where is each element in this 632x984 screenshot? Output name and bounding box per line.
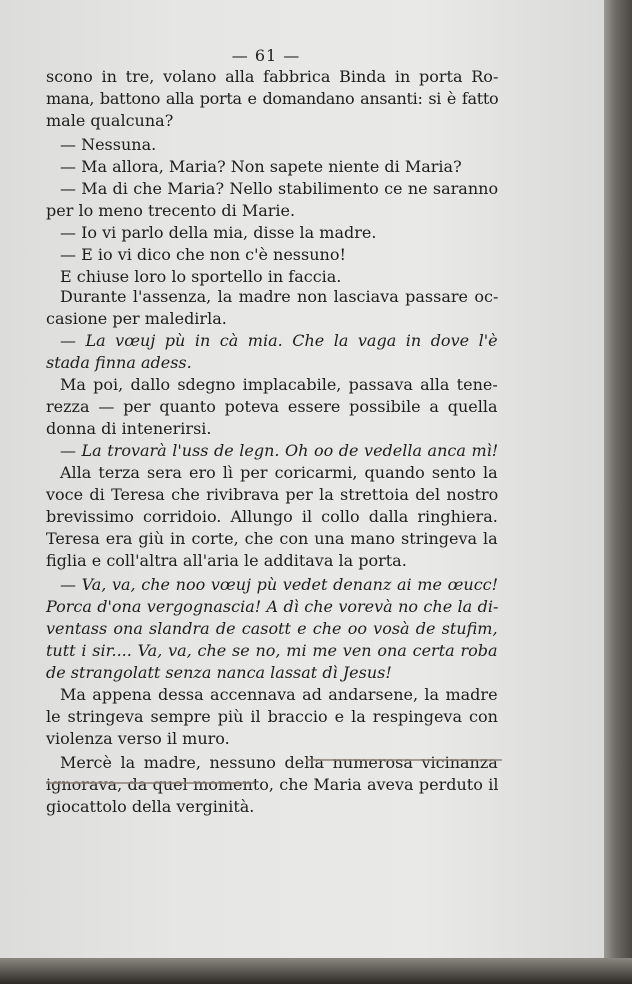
text-line: Teresa era giù in corte, che con una mano stringeva la — [46, 529, 498, 548]
page-edge — [604, 0, 632, 984]
text-line: ventass ona slandra de casott e che oo vosà de stufim, — [46, 619, 498, 638]
page-number: — 61 — — [231, 46, 301, 65]
text-line: per lo meno trecento di Marie. — [46, 201, 296, 220]
text-line: casione per maledirla. — [46, 309, 227, 328]
text-line: — Ma di che Maria? Nello stabilimento ce ne saranno — [60, 179, 499, 198]
text-line: figlia e coll'altra all'aria le additava la porta. — [46, 551, 407, 570]
text-line: brevissimo corridoio. Allungo il collo dalla ringhiera. — [46, 507, 498, 526]
text-line: de strangolatt senza nanca lassat dì Jesus! — [46, 663, 392, 682]
text-line: mana, battono alla porta e domandano ansanti: si è fatto — [46, 89, 499, 108]
text-line: male qualcuna? — [46, 111, 174, 130]
text-line: Durante l'assenza, la madre non lasciava passare oc- — [60, 287, 499, 306]
text-line: Alla terza sera ero lì per coricarmi, quando sento la — [60, 463, 498, 482]
text-line: le stringeva sempre più il braccio e la respingeva con — [46, 707, 498, 726]
text-line: rezza — per quanto poteva essere possibile a quella — [46, 397, 498, 416]
text-line: Porca d'ona vergognascia! A dì che vorevà no che la di- — [46, 597, 499, 616]
text-line: tutt i sir.... Va, va, che se no, mi me ven ona certa roba — [46, 641, 498, 660]
text-line: giocattolo della verginità. — [46, 797, 255, 816]
text-line: — Ma allora, Maria? Non sapete niente di Maria? — [60, 157, 462, 176]
text-line: — La vœuj pù in cà mia. Che la vaga in dove l'è — [60, 331, 498, 350]
text-line: — La trovarà l'uss de legn. Oh oo de vedella anca mì! — [60, 441, 499, 460]
text-line: — Va, va, che noo vœuj pù vedet denanz ai me œucc! — [60, 575, 499, 594]
text-line: Mercè la madre, nessuno della numerosa vicinanza — [60, 753, 498, 772]
text-line: scono in tre, volano alla fabbrica Binda in porta Ro- — [46, 67, 499, 86]
text-line: — Nessuna. — [60, 135, 157, 154]
text-line: ignorava, da quel momento, che Maria aveva perduto il — [46, 775, 499, 794]
text-line: — Io vi parlo della mia, disse la madre. — [60, 223, 377, 242]
text-line: — E io vi dico che non c'è nessuno! — [60, 245, 346, 264]
pen-underline — [306, 759, 502, 761]
text-line: Ma poi, dallo sdegno implacabile, passava alla tene- — [60, 375, 498, 394]
text-line: voce di Teresa che rivibrava per la strettoia del nostro — [46, 485, 499, 504]
text-line: donna di intenerirsi. — [46, 419, 212, 438]
text-line: Ma appena dessa accennava ad andarsene, la madre — [60, 685, 498, 704]
bottom-edge — [0, 958, 632, 984]
pen-underline — [46, 782, 254, 784]
text-line: E chiuse loro lo sportello in faccia. — [60, 267, 342, 286]
text-line: violenza verso il muro. — [46, 729, 230, 748]
text-line: stada finna adess. — [46, 353, 192, 372]
